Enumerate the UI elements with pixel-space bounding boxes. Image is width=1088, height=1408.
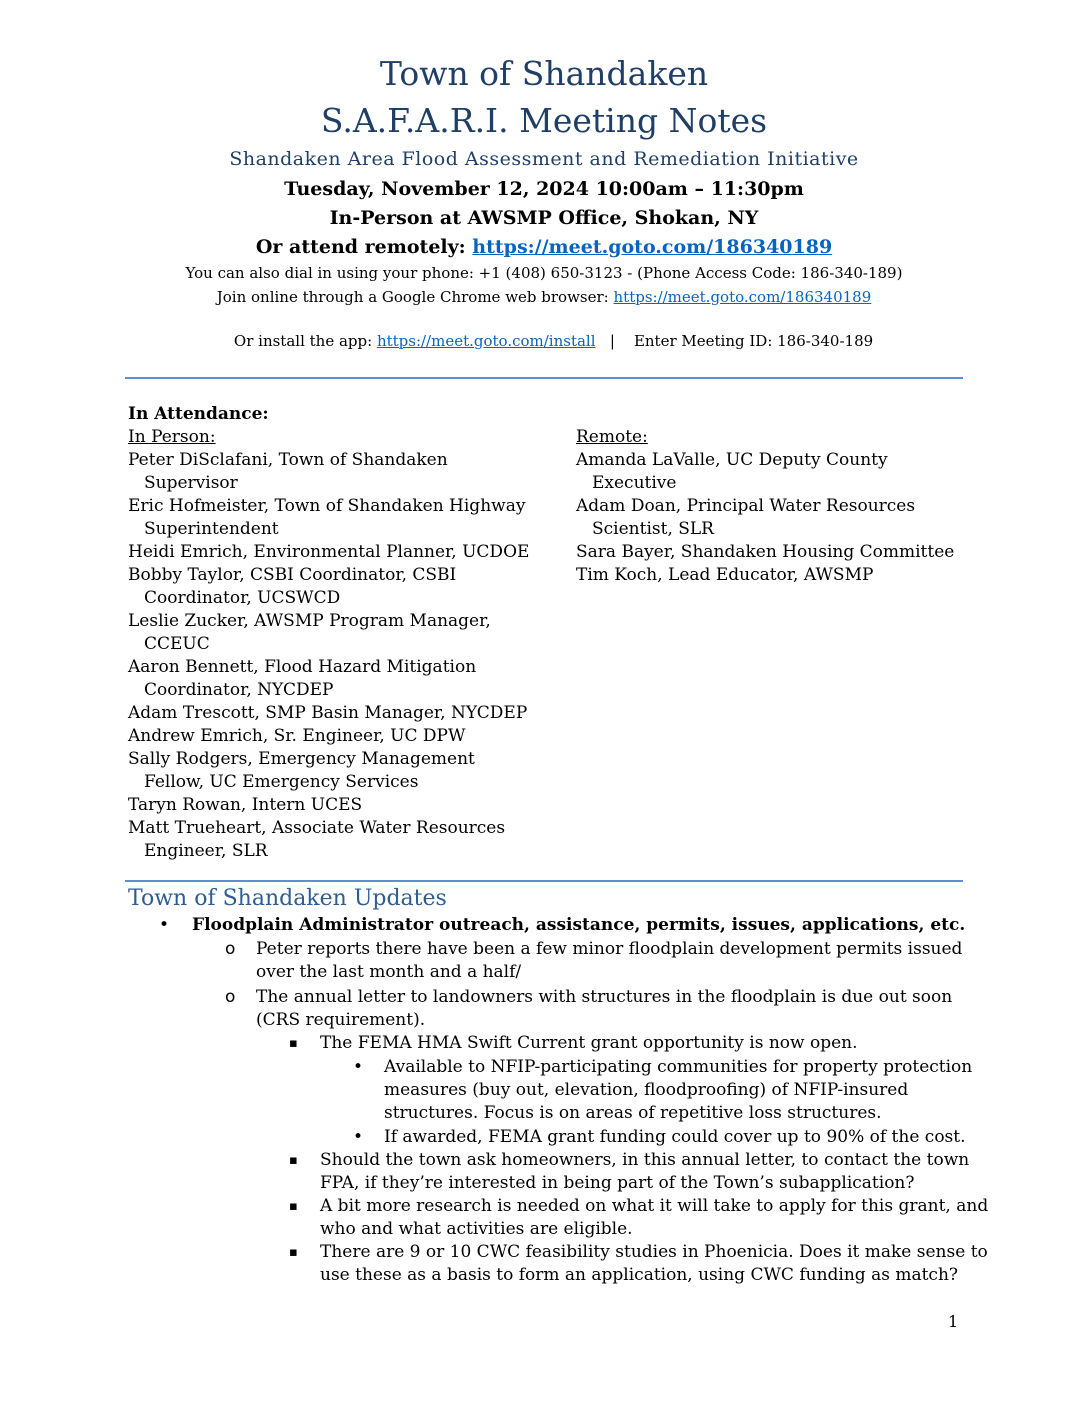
in_person-entry-line: Peter DiSclafani, Town of Shandaken xyxy=(128,450,448,470)
in_person-entry xyxy=(128,725,558,748)
meeting-location: In-Person at AWSMP Office, Shokan, NY xyxy=(329,207,759,229)
section-title: Town of Shandaken Updates xyxy=(128,886,447,911)
chrome-join-label: Join online through a Google Chrome web browser: xyxy=(216,288,614,306)
in_person-entry-line: Sally Rodgers, Emergency Management xyxy=(128,749,475,769)
research-needed-line-2: who and what activities are eligible. xyxy=(320,1219,633,1239)
remote-label: Remote: xyxy=(576,427,648,447)
in_person-entry xyxy=(128,610,558,656)
in_person-entry-line: CCEUC xyxy=(144,634,210,654)
install-app-line xyxy=(0,311,1088,371)
remote-entry-line: Tim Koch, Lead Educator, AWSMP xyxy=(576,565,874,585)
remote-list xyxy=(576,449,976,587)
subtitle: Shandaken Area Flood Assessment and Remediation Initiative xyxy=(229,148,859,170)
in_person-entry xyxy=(128,564,558,610)
attendance-divider xyxy=(125,880,963,882)
square-marker: ▪ xyxy=(289,1153,298,1168)
dial-in-line: You can also dial in using your phone: +1 (408) 650-3123 - (Phone Access Code: 186-340-189) xyxy=(185,264,903,282)
in_person-entry xyxy=(128,449,558,495)
in_person-entry xyxy=(128,541,558,564)
attendance-in-person xyxy=(128,403,558,863)
remote-entry-line: Adam Doan, Principal Water Resources xyxy=(576,496,916,516)
in_person-entry-line: Eric Hofmeister, Town of Shandaken Highway xyxy=(128,496,526,516)
sub-annual-letter-line-2: (CRS requirement). xyxy=(256,1010,426,1030)
square-marker: ▪ xyxy=(289,1036,298,1051)
attendance-heading: In Attendance: xyxy=(128,404,269,424)
chrome-join-link[interactable]: https://meet.goto.com/186340189 xyxy=(613,288,872,306)
circle-marker: o xyxy=(225,939,236,959)
meeting-id-text: | Enter Meeting ID: 186-340-189 xyxy=(595,332,874,350)
in_person-entry-line: Adam Trescott, SMP Basin Manager, NYCDEP xyxy=(128,703,528,723)
remote-entry xyxy=(576,541,976,564)
grant-eligibility-line-2: measures (buy out, elevation, floodproofing) of NFIP-insured xyxy=(384,1080,909,1100)
bullet-floodplain-admin: Floodplain Administrator outreach, assistance, permits, issues, applications, etc. xyxy=(192,915,966,935)
chrome-join-line xyxy=(0,287,1088,307)
remote-entry xyxy=(576,495,976,541)
bullet-marker: • xyxy=(159,915,170,935)
in_person-entry-line: Coordinator, UCSWCD xyxy=(144,588,341,608)
in-person-label: In Person: xyxy=(128,427,216,447)
remote-meeting-link[interactable]: https://meet.goto.com/186340189 xyxy=(472,236,833,258)
in_person-entry-line: Leslie Zucker, AWSMP Program Manager, xyxy=(128,611,491,631)
in_person-entry-line: Heidi Emrich, Environmental Planner, UCDOE xyxy=(128,542,530,562)
title-line-1: Town of Shandaken xyxy=(379,54,709,93)
in_person-entry xyxy=(128,748,558,794)
remote-entry xyxy=(576,564,976,587)
grant-eligibility-line-1: Available to NFIP-participating communities for property protection xyxy=(384,1057,973,1077)
in_person-entry xyxy=(128,656,558,702)
in_person-entry-line: Supervisor xyxy=(144,473,238,493)
meeting-date: Tuesday, November 12, 2024 10:00am – 11:30pm xyxy=(284,178,804,200)
remote-entry-line: Scientist, SLR xyxy=(592,519,714,539)
square-marker: ▪ xyxy=(289,1245,298,1260)
in_person-entry-line: Matt Trueheart, Associate Water Resources xyxy=(128,818,506,838)
in_person-entry-line: Coordinator, NYCDEP xyxy=(144,680,334,700)
grant-eligibility-line-3: structures. Focus is on areas of repetitive loss structures. xyxy=(384,1103,882,1123)
remote-attend-label: Or attend remotely: xyxy=(255,236,473,258)
circle-marker: o xyxy=(225,987,236,1007)
in_person-entry-line: Bobby Taylor, CSBI Coordinator, CSBI xyxy=(128,565,457,585)
attendance-remote xyxy=(576,426,976,587)
in-person-list xyxy=(128,449,558,863)
in_person-entry-line: Andrew Emrich, Sr. Engineer, UC DPW xyxy=(128,726,466,746)
in_person-entry xyxy=(128,702,558,725)
cwc-studies-line-2: use these as a basis to form an application, using CWC funding as match? xyxy=(320,1265,959,1285)
remote-entry-line: Sara Bayer, Shandaken Housing Committee xyxy=(576,542,955,562)
square-marker: ▪ xyxy=(289,1199,298,1214)
header-divider xyxy=(125,377,963,379)
in_person-entry-line: Aaron Bennett, Flood Hazard Mitigation xyxy=(128,657,477,677)
install-app-link[interactable]: https://meet.goto.com/install xyxy=(376,332,596,350)
cwc-studies-line-1: There are 9 or 10 CWC feasibility studies in Phoenicia. Does it make sense to xyxy=(320,1242,988,1262)
page-number: 1 xyxy=(948,1312,959,1331)
grant-funding-90: If awarded, FEMA grant funding could cover up to 90% of the cost. xyxy=(384,1127,966,1147)
in_person-entry-line: Taryn Rowan, Intern UCES xyxy=(128,795,363,815)
remote-entry xyxy=(576,449,976,495)
in_person-entry xyxy=(128,495,558,541)
install-app-label: Or install the app: xyxy=(233,332,377,350)
in_person-entry-line: Engineer, SLR xyxy=(144,841,268,861)
in_person-entry xyxy=(128,794,558,817)
sub-permits-line-1: Peter reports there have been a few minor floodplain development permits issued xyxy=(256,939,963,959)
homeowner-contact-line-2: FPA, if they’re interested in being part of the Town’s subapplication? xyxy=(320,1173,915,1193)
sub-permits-line-2: over the last month and a half/ xyxy=(256,962,522,982)
title-line-2: S.A.F.A.R.I. Meeting Notes xyxy=(320,101,768,140)
in_person-entry-line: Superintendent xyxy=(144,519,279,539)
sub-annual-letter-line-1: The annual letter to landowners with structures in the floodplain is due out soon xyxy=(256,987,953,1007)
in_person-entry-line: Fellow, UC Emergency Services xyxy=(144,772,419,792)
research-needed-line-1: A bit more research is needed on what it will take to apply for this grant, and xyxy=(320,1196,989,1216)
fema-grant-open: The FEMA HMA Swift Current grant opportunity is now open. xyxy=(320,1033,858,1053)
remote-entry-line: Amanda LaValle, UC Deputy County Executive xyxy=(576,450,888,493)
in_person-entry xyxy=(128,817,558,863)
remote-attend-line xyxy=(0,234,1088,260)
bullet-marker: • xyxy=(353,1057,364,1077)
homeowner-contact-line-1: Should the town ask homeowners, in this annual letter, to contact the town xyxy=(320,1150,970,1170)
bullet-marker: • xyxy=(353,1127,364,1147)
